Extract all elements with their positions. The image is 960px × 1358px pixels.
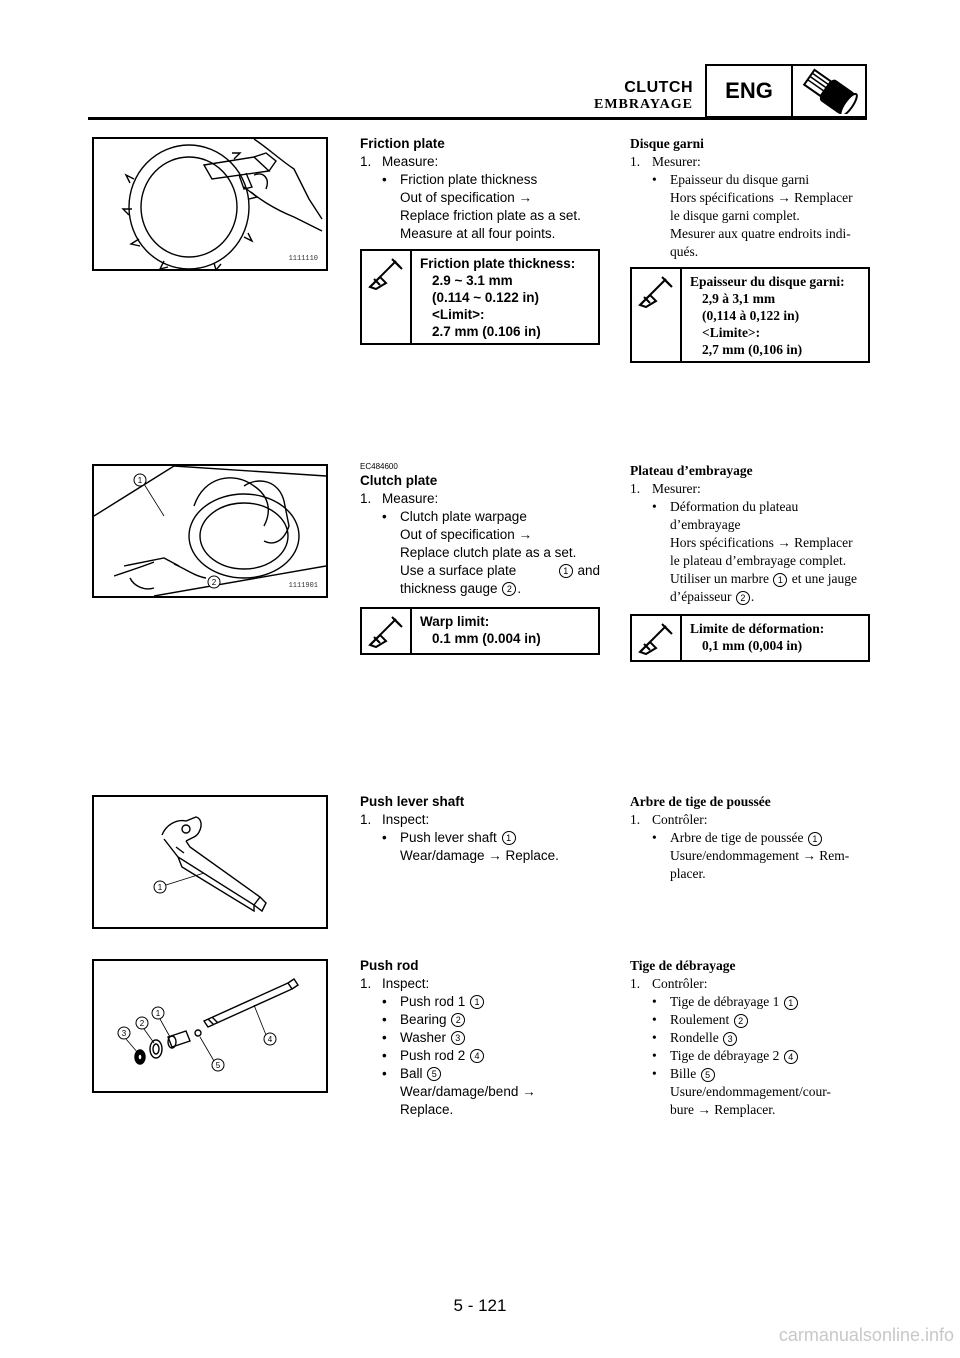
figure-push-rod <box>92 959 328 1093</box>
svg-text:1: 1 <box>157 883 163 892</box>
instruction: le plateau d’embrayage complet. <box>670 553 847 568</box>
instruction: Usure/endommagement/cour- <box>670 1084 831 1099</box>
spec-text: Limite de déformation: 0,1 mm (0,004 in) <box>690 621 825 653</box>
figure-code: 1111110 <box>288 255 318 263</box>
spec-box-limite-deformation <box>630 614 870 662</box>
bullet-item: • Rondelle 3 <box>630 1029 870 1047</box>
instruction: Wear/damage/bend → <box>400 1084 536 1099</box>
bullet-item: • Ball 5 <box>360 1065 600 1083</box>
bullet-item: • Déformation du plateau <box>652 499 799 514</box>
svg-text:2: 2 <box>211 578 217 587</box>
svg-text:3: 3 <box>121 1029 127 1038</box>
bullet-item: • Arbre de tige de poussée 1 <box>630 829 870 847</box>
push-lever-shaft-fr <box>630 793 870 883</box>
page-number: 5 - 121 <box>453 1296 507 1315</box>
push-rod-fr <box>630 957 870 1119</box>
heading: Push rod <box>360 958 419 973</box>
figure-push-lever-shaft <box>92 795 328 929</box>
caliper-icon <box>632 616 682 660</box>
step: 1. Inspect: <box>360 976 430 991</box>
spec-text: Warp limit: 0.1 mm (0.004 in) <box>420 614 541 646</box>
heading: Push lever shaft <box>360 794 465 809</box>
push-rod-en <box>360 957 600 1119</box>
step: 1. Contrôler: <box>630 976 708 991</box>
spec-box-epaisseur <box>630 267 870 363</box>
spec-box-friction-thickness <box>360 249 600 345</box>
instruction: le disque garni complet. <box>670 208 800 223</box>
caliper-icon <box>362 251 412 343</box>
bullet-item: • Push lever shaft 1 <box>360 829 600 847</box>
heading: Tige de débrayage <box>630 958 736 973</box>
reference-code: EC484600 <box>360 462 398 471</box>
svg-text:2: 2 <box>139 1019 145 1028</box>
caliper-icon <box>362 609 412 653</box>
heading: Plateau d’embrayage <box>630 463 753 478</box>
bullet-item: • Friction plate thickness <box>382 172 538 187</box>
step: 1. Mesurer: <box>630 481 701 496</box>
spec-box-warp-limit <box>360 607 600 655</box>
engine-bolt-icon <box>793 66 865 116</box>
instruction: Measure at all four points. <box>400 226 556 241</box>
instruction: d’épaisseur 2 . <box>670 589 755 604</box>
header-rule <box>88 117 867 120</box>
step: 1. Measure: <box>360 491 439 506</box>
section-code: ENG <box>707 66 793 116</box>
instruction: bure → Remplacer. <box>670 1102 776 1117</box>
instruction: Out of specification → <box>400 527 533 542</box>
bullet-item: • Tige de débrayage 1 1 <box>630 993 870 1011</box>
bullet-item: • Roulement 2 <box>630 1011 870 1029</box>
instruction: Replace clutch plate as a set. <box>400 545 577 560</box>
instruction: Utiliser un marbre 1 et une jauge <box>670 571 857 586</box>
instruction: placer. <box>670 866 706 881</box>
instruction: d’embrayage <box>670 517 741 532</box>
spec-text: Friction plate thickness: 2.9 ~ 3.1 mm (0.114 ~ 0.122 in) <Limit>: 2.7 mm (0.106 in) <box>420 256 576 339</box>
clutch-plate-fr <box>630 462 870 606</box>
svg-text:1: 1 <box>155 1009 161 1018</box>
instruction: Replace friction plate as a set. <box>400 208 581 223</box>
figure-friction-plate <box>92 137 328 271</box>
step: 1. Measure: <box>360 154 439 169</box>
instruction: Replace. <box>400 1102 454 1117</box>
instruction: Hors spécifications → Remplacer <box>670 535 853 550</box>
figure-code: 1111901 <box>288 582 318 590</box>
instruction: Use a surface plate 1 and <box>400 563 600 578</box>
heading: Arbre de tige de poussée <box>630 794 771 809</box>
bullet-item: • Clutch plate warpage <box>382 509 527 524</box>
svg-text:4: 4 <box>267 1035 273 1044</box>
step: 1. Mesurer: <box>630 154 701 169</box>
caliper-icon <box>632 269 682 361</box>
step: 1. Inspect: <box>360 812 430 827</box>
heading: Friction plate <box>360 136 445 151</box>
section-badge <box>705 64 867 118</box>
svg-text:5: 5 <box>215 1061 221 1070</box>
heading: Disque garni <box>630 136 704 151</box>
clutch-plate-en <box>360 462 600 598</box>
friction-plate-fr <box>630 135 870 261</box>
svg-text:1: 1 <box>137 476 143 485</box>
bullet-item: • Tige de débrayage 2 4 <box>630 1047 870 1065</box>
instruction: Out of specification → <box>400 190 533 205</box>
bullet-item: • Bearing 2 <box>360 1011 600 1029</box>
bullet-item: • Push rod 2 4 <box>360 1047 600 1065</box>
section-title: CLUTCH <box>624 79 693 96</box>
instruction: Hors spécifications → Remplacer <box>670 190 853 205</box>
spec-text: Epaisseur du disque garni: 2,9 à 3,1 mm (0,114 à 0,122 in) <Limite>: 2,7 mm (0,106 in) <box>690 274 845 357</box>
bullet-item: • Push rod 1 1 <box>360 993 600 1011</box>
step: 1. Contrôler: <box>630 812 708 827</box>
bullet-item: • Bille 5 <box>630 1065 870 1083</box>
figure-clutch-plate <box>92 464 328 598</box>
push-lever-shaft-en <box>360 793 600 865</box>
instruction: Usure/endommagement → Rem- <box>670 848 850 863</box>
watermark: carmanualsonline.info <box>778 1325 954 1345</box>
instruction: thickness gauge 2 . <box>400 581 522 596</box>
heading: Clutch plate <box>360 473 438 488</box>
bullet-item: • Washer 3 <box>360 1029 600 1047</box>
bullet-item: • Epaisseur du disque garni <box>652 172 810 187</box>
friction-plate-en <box>360 135 600 243</box>
section-subtitle: EMBRAYAGE <box>594 97 693 112</box>
instruction: Wear/damage → Replace. <box>400 848 559 863</box>
instruction: qués. <box>670 244 699 259</box>
instruction: Mesurer aux quatre endroits indi- <box>670 226 851 241</box>
